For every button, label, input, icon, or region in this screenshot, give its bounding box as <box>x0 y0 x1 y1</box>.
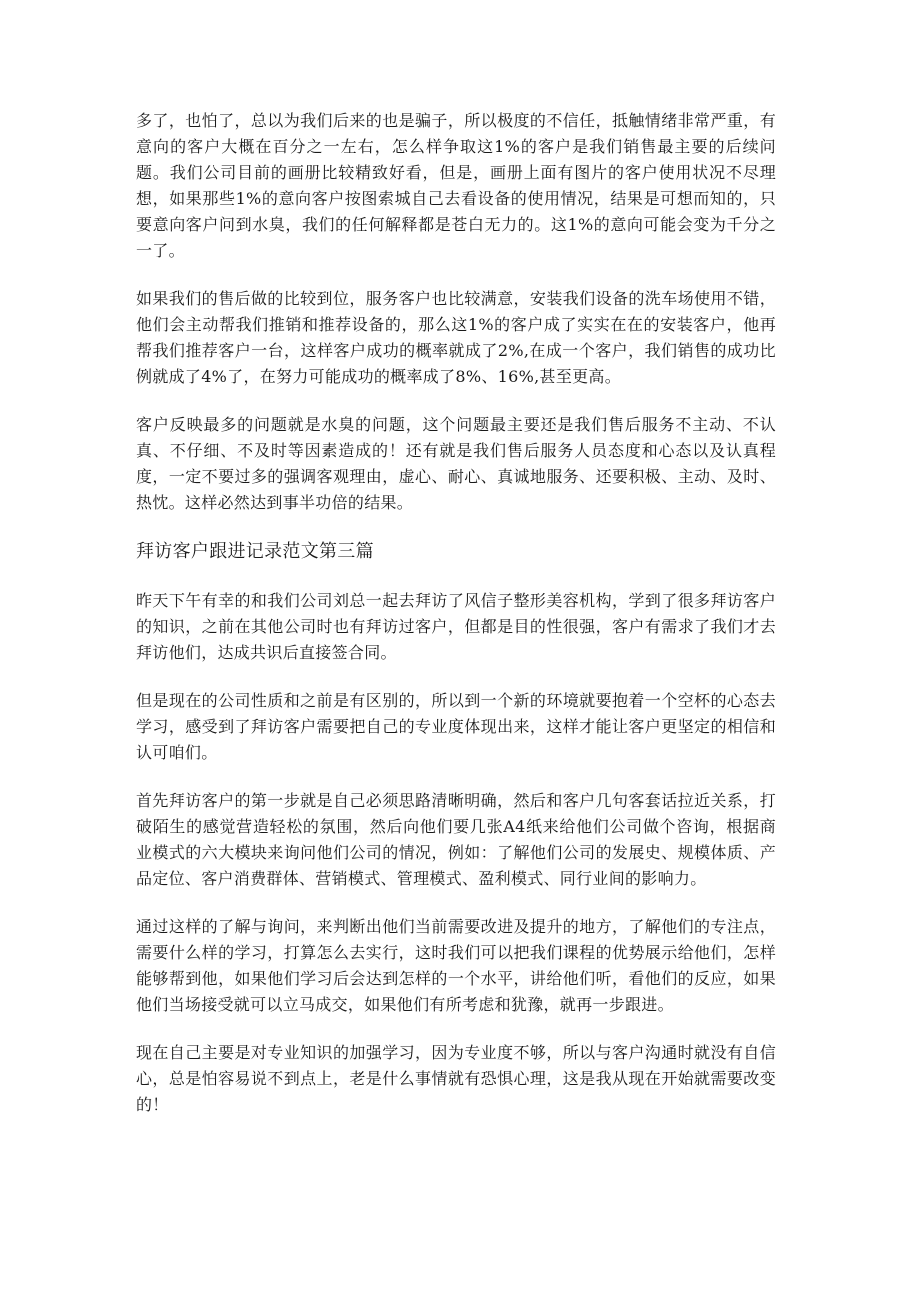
paragraph: 如果我们的售后做的比较到位，服务客户也比较满意，安装我们设备的洗车场使用不错，他们会主动帮我们推销和推荐设备的，那么这1%的客户成了实实在在的安装客户，他再帮我们推荐客户一台，这样客户成功的概率就成了2%,在成一个客户，我们销售的成功比例就成了4%了，在努力可能成功的概率成了8%、16%,甚至更高。 <box>136 289 776 386</box>
paragraph: 昨天下午有幸的和我们公司刘总一起去拜访了风信子整形美容机构，学到了很多拜访客户的知识，之前在其他公司时也有拜访过客户，但都是目的性很强，客户有需求了我们才去拜访他们，达成共识后直接签合同。 <box>136 591 776 662</box>
document-body <box>136 108 776 1140</box>
paragraph: 但是现在的公司性质和之前是有区别的，所以到一个新的环境就要抱着一个空杯的心态去学习，感受到了拜访客户需要把自己的专业度体现出来，这样才能让客户更坚定的相信和认可咱们。 <box>136 691 776 762</box>
paragraph: 首先拜访客户的第一步就是自己必须思路清晰明确，然后和客户几句客套话拉近关系，打破陌生的感觉营造轻松的氛围，然后向他们要几张A4纸来给他们公司做个咨询，根据商业模式的六大模块来询问他们公司的情况，例如：了解他们公司的发展史、规模体质、产品定位、客户消费群体、营销模式、管理模式、盈利模式、同行业间的影响力。 <box>136 791 776 888</box>
paragraph: 多了，也怕了，总以为我们后来的也是骗子，所以极度的不信任，抵触情绪非常严重，有意向的客户大概在百分之一左右，怎么样争取这1%的客户是我们销售最主要的后续问题。我们公司目前的画册比较精致好看，但是，画册上面有图片的客户使用状况不尽理想，如果那些1%的意向客户按图索城自己去看设备的使用情况，结果是可想而知的，只要意向客户问到水臭，我们的任何解释都是苍白无力的。这1%的意向可能会变为千分之一了。 <box>136 111 776 260</box>
section-heading: 拜访客户跟进记录范文第三篇 <box>136 541 374 562</box>
paragraph: 通过这样的了解与询问，来判断出他们当前需要改进及提升的地方，了解他们的专注点，需要什么样的学习，打算怎么去实行，这时我们可以把我们课程的优势展示给他们，怎样能够帮到他，如果他们学习后会达到怎样的一个水平，讲给他们听，看他们的反应，如果他们当场接受就可以立马成交，如果他们有所考虑和犹豫，就再一步跟进。 <box>136 917 776 1014</box>
paragraph: 现在自己主要是对专业知识的加强学习，因为专业度不够，所以与客户沟通时就没有自信心，总是怕容易说不到点上，老是什么事情就有恐惧心理，这是我从现在开始就需要改变的！ <box>136 1043 776 1114</box>
paragraph: 客户反映最多的问题就是水臭的问题，这个问题最主要还是我们售后服务不主动、不认真、不仔细、不及时等因素造成的！还有就是我们售后服务人员态度和心态以及认真程度，一定不要过多的强调客观理由，虚心、耐心、真诚地服务、还要积极、主动、及时、热忱。这样必然达到事半功倍的结果。 <box>136 415 776 512</box>
